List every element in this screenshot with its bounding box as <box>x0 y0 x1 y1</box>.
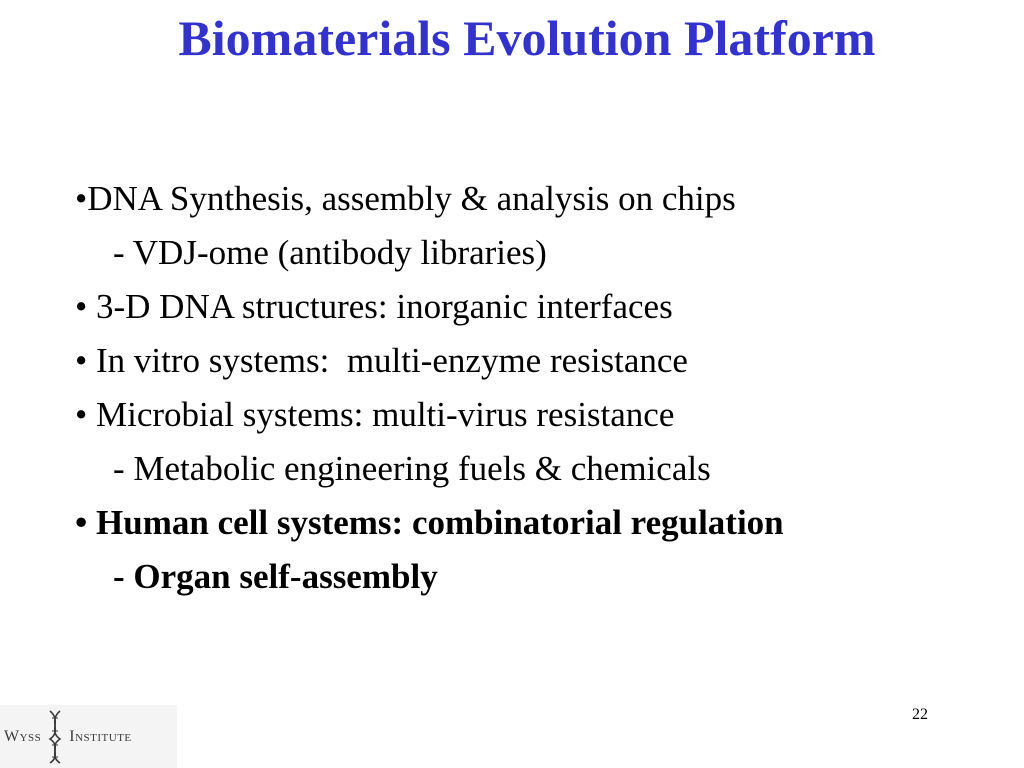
bullet-item: •DNA Synthesis, assembly & analysis on chips <box>75 179 736 218</box>
slide-title: Biomaterials Evolution Platform <box>178 10 876 66</box>
logo-word-institute: Institute <box>69 727 132 745</box>
logo-word-wyss: Wyss <box>4 727 42 745</box>
bullet-item: • Microbial systems: multi-virus resistance <box>75 395 675 434</box>
bullet-list <box>75 172 1015 604</box>
page-number: 22 <box>912 706 928 723</box>
sub-bullet-item: - VDJ-ome (antibody libraries) <box>113 233 547 272</box>
bullet-item: • In vitro systems: multi-enzyme resistance <box>75 341 688 380</box>
wyss-institute-logo <box>0 705 177 768</box>
sub-bullet-item: - Metabolic engineering fuels & chemicals <box>113 449 711 488</box>
sub-bullet-item: - Organ self-assembly <box>113 557 438 596</box>
dna-helix-icon <box>44 709 66 765</box>
bullet-item: • 3-D DNA structures: inorganic interfaces <box>75 287 673 326</box>
bullet-item: • Human cell systems: combinatorial regulation <box>75 503 784 542</box>
